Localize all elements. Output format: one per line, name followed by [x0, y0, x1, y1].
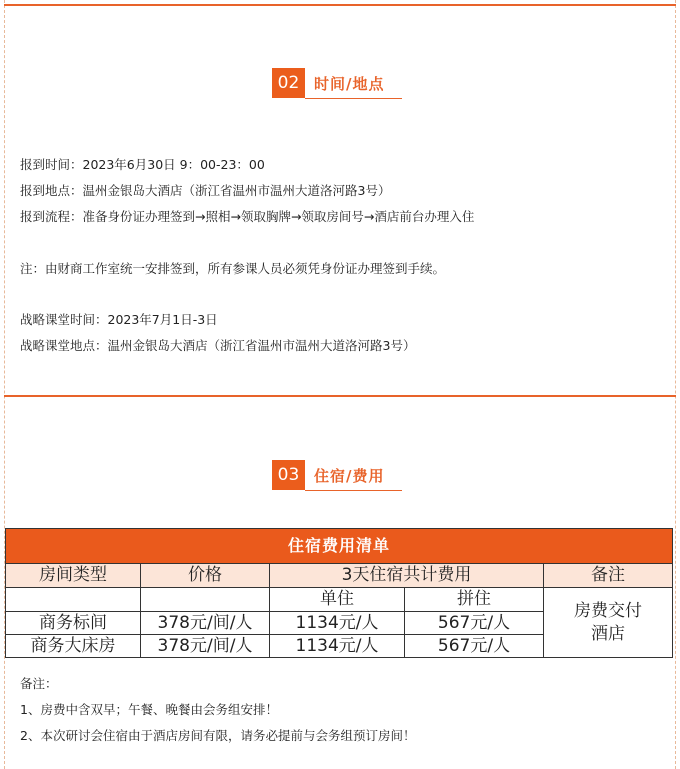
section-number-badge: 02: [272, 68, 305, 98]
header-price: 价格: [141, 564, 270, 588]
header-total-cost: 3天住宿共计费用: [270, 564, 544, 588]
single-cost-cell: 1134元/人: [270, 635, 405, 658]
shared-cost-cell: 567元/人: [405, 612, 544, 635]
checkin-location-text: 报到地点：温州金银岛大酒店（浙江省温州市温州大道洛河路3号）: [20, 183, 391, 198]
shared-cost-cell: 567元/人: [405, 635, 544, 658]
subheader-shared: 拼住: [405, 588, 544, 612]
single-cost-cell: 1134元/人: [270, 612, 405, 635]
header-remark: 备注: [544, 564, 673, 588]
checkin-process-text: 报到流程：准备身份证办理签到→照相→领取胸牌→领取房间号→酒店前台办理入住: [20, 209, 475, 224]
room-type-cell: 商务标间: [6, 612, 141, 635]
header-room-type: 房间类型: [6, 564, 141, 588]
table-title: 住宿费用清单: [6, 529, 673, 564]
top-divider: [4, 4, 676, 6]
course-time-text: 战略课堂时间：2023年7月1日-3日: [20, 312, 218, 327]
subheader-single: 单住: [270, 588, 405, 612]
section-title-underline: [305, 490, 402, 491]
room-type-cell: 商务大床房: [6, 635, 141, 658]
note-item: 1、房费中含双早；午餐、晚餐由会务组安排！: [20, 702, 278, 717]
course-location-text: 战略课堂地点：温州金银岛大酒店（浙江省温州市温州大道洛河路3号）: [20, 338, 416, 353]
empty-cell: [141, 588, 270, 612]
section-header-time-place: [272, 68, 384, 98]
section-title: 时间/地点: [314, 74, 385, 93]
remark-text: 房费交付酒店: [574, 600, 643, 644]
lodging-fee-table: [5, 528, 673, 658]
remark-cell: [544, 588, 673, 658]
price-cell: 378元/间/人: [141, 612, 270, 635]
checkin-time-text: 报到时间：2023年6月30日 9：00-23：00: [20, 157, 265, 172]
section-header-lodging-fees: [272, 460, 384, 490]
price-cell: 378元/间/人: [141, 635, 270, 658]
note-item: 2、本次研讨会住宿由于酒店房间有限，请务必提前与会务组预订房间！: [20, 728, 416, 743]
notes-title: 备注：: [20, 676, 58, 691]
section-divider: [4, 395, 676, 397]
checkin-note-text: 注：由财商工作室统一安排签到，所有参课人员必须凭身份证办理签到手续。: [20, 261, 446, 276]
section-number-badge: 03: [272, 460, 305, 490]
section-title-underline: [305, 98, 402, 99]
section-title: 住宿/费用: [314, 466, 385, 485]
empty-cell: [6, 588, 141, 612]
